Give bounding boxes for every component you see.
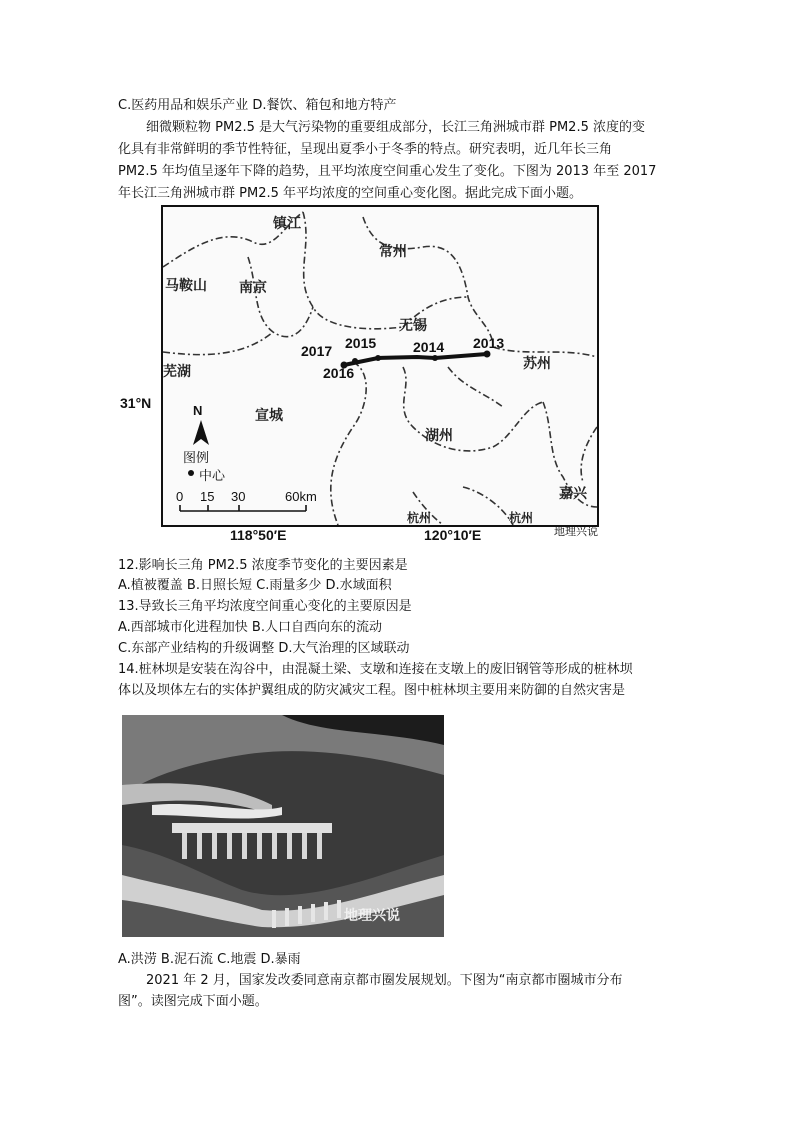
legend-title: 图例 xyxy=(183,450,210,465)
city-hangzhou: 杭州 xyxy=(407,511,432,525)
question-13-options-2: C.东部产业结构的升级调整 D.大气治理的区域联动 xyxy=(118,641,410,656)
city-zhenjiang: 镇江 xyxy=(273,216,301,232)
dam-photo xyxy=(122,715,444,937)
scale-bar-icon xyxy=(180,505,306,511)
city-maanshan: 马鞍山 xyxy=(165,278,207,294)
option-line: C.医药用品和娱乐产业 D.餐饮、箱包和地方特产 xyxy=(118,98,397,113)
paragraph-line: 图”。读图完成下面小题。 xyxy=(118,994,268,1009)
center-point-2016 xyxy=(352,358,358,364)
paragraph-line: 化具有非常鲜明的季节性特征，呈现出夏季小于冬季的特点。研究表明，近几年长三角 xyxy=(118,142,613,157)
year-label-2015: 2015 xyxy=(345,335,377,351)
city-huzhou: 湖州 xyxy=(425,428,453,444)
city-hangzhou: 杭州 xyxy=(509,511,534,525)
question-12: 12.影响长三角 PM2.5 浓度季节变化的主要因素是 xyxy=(118,558,408,573)
city-wuxi: 无锡 xyxy=(399,318,427,334)
question-13: 13.导致长三角平均浓度空间重心变化的主要原因是 xyxy=(118,599,412,614)
longitude-label-east: 120°10′E xyxy=(424,527,482,543)
scale-tick: 30 xyxy=(231,489,246,504)
legend-item-center: 中心 xyxy=(199,468,226,483)
question-13-options-1: A.西部城市化进程加快 B.人口自西向东的流动 xyxy=(118,620,382,635)
latitude-label: 31°N xyxy=(120,395,152,411)
year-label-2014: 2014 xyxy=(413,339,445,355)
pm25-center-map xyxy=(118,205,608,545)
center-point-2015 xyxy=(375,355,381,361)
question-14-line-2: 体以及坝体左右的实体护翼组成的防灾减灾工程。图中桩林坝主要用来防御的自然灾害是 xyxy=(118,683,626,698)
map-watermark: 地理兴说 xyxy=(554,526,598,538)
dam-photo-image xyxy=(122,715,444,937)
paragraph-line: 细微颗粒物 PM2.5 是大气污染物的重要组成部分，长江三角洲城市群 PM2.5 浓度的变 xyxy=(146,120,645,135)
city-changzhou: 常州 xyxy=(379,244,407,260)
year-label-2016: 2016 xyxy=(323,365,355,381)
paragraph-line: PM2.5 年均值呈逐年下降的趋势，且平均浓度空间重心发生了变化。下图为 2013 年至 2017 xyxy=(118,164,657,179)
photo-watermark: 地理兴说 xyxy=(344,908,400,924)
longitude-label-west: 118°50′E xyxy=(230,527,287,543)
city-xuancheng: 宣城 xyxy=(255,408,283,424)
city-wuhu: 芜湖 xyxy=(163,364,191,380)
center-point-2013 xyxy=(484,351,491,358)
paragraph-line: 年长江三角洲城市群 PM2.5 年平均浓度的空间重心变化图。据此完成下面小题。 xyxy=(118,186,582,201)
city-suzhou: 苏州 xyxy=(523,356,551,372)
question-14-line-1: 14.桩林坝是安装在沟谷中，由混凝土梁、支墩和连接在支墩上的废旧钢管等形成的桩林坝 xyxy=(118,662,633,677)
year-label-2017: 2017 xyxy=(301,343,333,359)
paragraph-line: 2021 年 2 月，国家发改委同意南京都市圈发展规划。下图为“南京都市圈城市分布 xyxy=(146,973,623,988)
legend-dot-icon xyxy=(188,470,194,476)
scale-tick: 15 xyxy=(200,489,215,504)
scale-tick: 0 xyxy=(176,489,184,504)
question-12-options: A.植被覆盖 B.日照长短 C.雨量多少 D.水域面积 xyxy=(118,578,392,593)
north-label: N xyxy=(193,403,203,418)
city-jiaxing: 嘉兴 xyxy=(559,486,587,502)
center-point-2014 xyxy=(432,355,438,361)
scale-tick: 60km xyxy=(285,489,317,504)
question-14-options: A.洪涝 B.泥石流 C.地震 D.暴雨 xyxy=(118,952,301,967)
year-label-2013: 2013 xyxy=(473,335,505,351)
map-frame xyxy=(161,205,599,527)
north-arrow-icon xyxy=(193,420,209,445)
city-nanjing: 南京 xyxy=(239,280,267,296)
